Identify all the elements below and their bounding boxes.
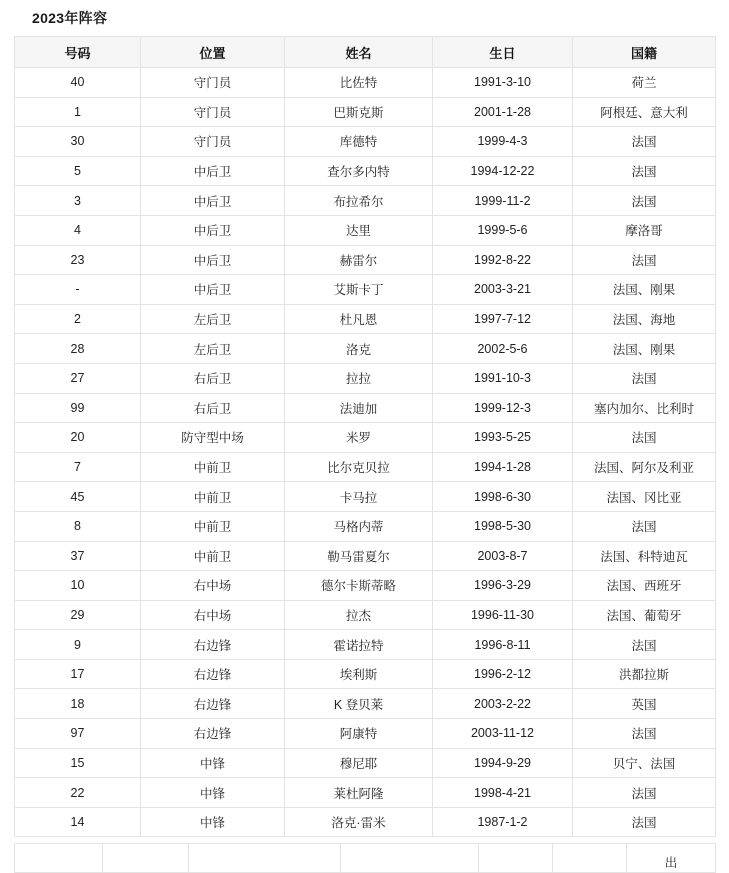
player-birthday: 1987-1-2 bbox=[433, 807, 573, 837]
player-number: 20 bbox=[15, 423, 141, 453]
table-row bbox=[15, 423, 716, 453]
table-row bbox=[15, 452, 716, 482]
player-birthday: 1998-6-30 bbox=[433, 482, 573, 512]
player-nationality: 摩洛哥 bbox=[573, 215, 716, 245]
player-birthday: 1991-10-3 bbox=[433, 363, 573, 393]
player-name: 查尔多内特 bbox=[285, 156, 433, 186]
table-row bbox=[15, 630, 716, 660]
player-birthday: 1996-8-11 bbox=[433, 630, 573, 660]
player-nationality: 法国 bbox=[573, 807, 716, 837]
player-nationality: 法国 bbox=[573, 630, 716, 660]
player-birthday: 2002-5-6 bbox=[433, 334, 573, 364]
bottom-strip-cell bbox=[189, 844, 341, 873]
player-birthday: 1994-1-28 bbox=[433, 452, 573, 482]
player-position: 中前卫 bbox=[141, 452, 285, 482]
player-name: 比尔克贝拉 bbox=[285, 452, 433, 482]
player-birthday: 2001-1-28 bbox=[433, 97, 573, 127]
player-name: 洛克 bbox=[285, 334, 433, 364]
player-number: 45 bbox=[15, 482, 141, 512]
column-header-position: 位置 bbox=[141, 37, 285, 68]
player-name: 阿康特 bbox=[285, 719, 433, 749]
table-row bbox=[15, 215, 716, 245]
player-number: 1 bbox=[15, 97, 141, 127]
player-nationality: 法国 bbox=[573, 127, 716, 157]
column-header-number: 号码 bbox=[15, 37, 141, 68]
table-row bbox=[15, 186, 716, 216]
player-position: 中后卫 bbox=[141, 215, 285, 245]
table-row bbox=[15, 600, 716, 630]
player-number: 10 bbox=[15, 571, 141, 601]
table-row bbox=[15, 719, 716, 749]
player-position: 右边锋 bbox=[141, 689, 285, 719]
table-row bbox=[15, 393, 716, 423]
player-birthday: 1997-7-12 bbox=[433, 304, 573, 334]
player-nationality: 贝宁、法国 bbox=[573, 748, 716, 778]
player-name: 卡马拉 bbox=[285, 482, 433, 512]
player-number: 99 bbox=[15, 393, 141, 423]
bottom-strip-cell bbox=[553, 844, 627, 873]
table-row bbox=[15, 275, 716, 305]
table-row bbox=[15, 571, 716, 601]
player-name: 马格内蒂 bbox=[285, 511, 433, 541]
player-nationality: 法国、刚果 bbox=[573, 275, 716, 305]
player-birthday: 1999-12-3 bbox=[433, 393, 573, 423]
player-number: 8 bbox=[15, 511, 141, 541]
player-number: 5 bbox=[15, 156, 141, 186]
player-name: 达里 bbox=[285, 215, 433, 245]
player-number: 17 bbox=[15, 659, 141, 689]
player-nationality: 法国、冈比亚 bbox=[573, 482, 716, 512]
player-position: 右边锋 bbox=[141, 719, 285, 749]
player-name: 库德特 bbox=[285, 127, 433, 157]
player-position: 中前卫 bbox=[141, 511, 285, 541]
player-nationality: 法国 bbox=[573, 186, 716, 216]
player-name: 德尔卡斯蒂略 bbox=[285, 571, 433, 601]
player-position: 防守型中场 bbox=[141, 423, 285, 453]
player-position: 中前卫 bbox=[141, 541, 285, 571]
player-name: 法迪加 bbox=[285, 393, 433, 423]
player-name: 拉拉 bbox=[285, 363, 433, 393]
player-position: 中后卫 bbox=[141, 186, 285, 216]
table-row bbox=[15, 482, 716, 512]
player-birthday: 1998-4-21 bbox=[433, 778, 573, 808]
player-birthday: 1998-5-30 bbox=[433, 511, 573, 541]
table-row bbox=[15, 245, 716, 275]
player-number: 28 bbox=[15, 334, 141, 364]
player-name: 勒马雷夏尔 bbox=[285, 541, 433, 571]
player-birthday: 1999-11-2 bbox=[433, 186, 573, 216]
player-name: K 登贝莱 bbox=[285, 689, 433, 719]
bottom-strip-cell-out: 出 bbox=[627, 844, 716, 873]
table-row bbox=[15, 127, 716, 157]
player-name: 洛克·雷米 bbox=[285, 807, 433, 837]
column-header-nationality: 国籍 bbox=[573, 37, 716, 68]
player-name: 艾斯卡丁 bbox=[285, 275, 433, 305]
player-nationality: 法国、阿尔及利亚 bbox=[573, 452, 716, 482]
player-birthday: 1999-5-6 bbox=[433, 215, 573, 245]
table-row bbox=[15, 511, 716, 541]
player-nationality: 法国、科特迪瓦 bbox=[573, 541, 716, 571]
player-nationality: 法国 bbox=[573, 156, 716, 186]
player-name: 拉杰 bbox=[285, 600, 433, 630]
player-number: 4 bbox=[15, 215, 141, 245]
player-position: 中后卫 bbox=[141, 275, 285, 305]
player-name: 莱杜阿隆 bbox=[285, 778, 433, 808]
table-row bbox=[15, 363, 716, 393]
player-name: 穆尼耶 bbox=[285, 748, 433, 778]
player-number: 14 bbox=[15, 807, 141, 837]
player-number: 2 bbox=[15, 304, 141, 334]
table-row bbox=[15, 334, 716, 364]
player-nationality: 法国 bbox=[573, 363, 716, 393]
bottom-strip-cell bbox=[479, 844, 553, 873]
column-header-birthday: 生日 bbox=[433, 37, 573, 68]
bottom-strip bbox=[14, 843, 715, 873]
page-title: 2023年阵容 bbox=[32, 10, 108, 26]
player-number: 18 bbox=[15, 689, 141, 719]
player-position: 守门员 bbox=[141, 97, 285, 127]
player-position: 中后卫 bbox=[141, 245, 285, 275]
player-position: 中后卫 bbox=[141, 156, 285, 186]
bottom-strip-cell bbox=[341, 844, 479, 873]
player-position: 右中场 bbox=[141, 600, 285, 630]
player-position: 右边锋 bbox=[141, 630, 285, 660]
player-number: - bbox=[15, 275, 141, 305]
player-birthday: 2003-8-7 bbox=[433, 541, 573, 571]
player-position: 右边锋 bbox=[141, 659, 285, 689]
player-birthday: 1996-11-30 bbox=[433, 600, 573, 630]
player-nationality: 法国 bbox=[573, 719, 716, 749]
player-position: 左后卫 bbox=[141, 304, 285, 334]
player-birthday: 1999-4-3 bbox=[433, 127, 573, 157]
table-row bbox=[15, 778, 716, 808]
player-number: 40 bbox=[15, 68, 141, 98]
player-number: 37 bbox=[15, 541, 141, 571]
table-row bbox=[15, 541, 716, 571]
player-number: 30 bbox=[15, 127, 141, 157]
player-name: 布拉希尔 bbox=[285, 186, 433, 216]
player-position: 左后卫 bbox=[141, 334, 285, 364]
table-row bbox=[15, 807, 716, 837]
player-nationality: 法国、刚果 bbox=[573, 334, 716, 364]
player-position: 中锋 bbox=[141, 807, 285, 837]
player-position: 中前卫 bbox=[141, 482, 285, 512]
table-row bbox=[15, 689, 716, 719]
player-number: 23 bbox=[15, 245, 141, 275]
player-birthday: 1993-5-25 bbox=[433, 423, 573, 453]
player-name: 比佐特 bbox=[285, 68, 433, 98]
player-name: 霍诺拉特 bbox=[285, 630, 433, 660]
player-position: 右中场 bbox=[141, 571, 285, 601]
player-birthday: 1996-3-29 bbox=[433, 571, 573, 601]
player-birthday: 2003-11-12 bbox=[433, 719, 573, 749]
player-position: 中锋 bbox=[141, 778, 285, 808]
table-row bbox=[15, 659, 716, 689]
player-nationality: 法国 bbox=[573, 423, 716, 453]
bottom-strip-table bbox=[14, 843, 716, 873]
player-position: 守门员 bbox=[141, 127, 285, 157]
player-nationality: 法国 bbox=[573, 245, 716, 275]
player-number: 97 bbox=[15, 719, 141, 749]
player-name: 埃利斯 bbox=[285, 659, 433, 689]
player-nationality: 英国 bbox=[573, 689, 716, 719]
table-row bbox=[15, 97, 716, 127]
player-number: 9 bbox=[15, 630, 141, 660]
player-nationality: 荷兰 bbox=[573, 68, 716, 98]
player-nationality: 法国、葡萄牙 bbox=[573, 600, 716, 630]
table-row bbox=[15, 68, 716, 98]
player-number: 29 bbox=[15, 600, 141, 630]
player-birthday: 1991-3-10 bbox=[433, 68, 573, 98]
player-number: 22 bbox=[15, 778, 141, 808]
player-nationality: 法国、西班牙 bbox=[573, 571, 716, 601]
bottom-strip-cell bbox=[103, 844, 189, 873]
player-nationality: 法国 bbox=[573, 511, 716, 541]
player-birthday: 2003-3-21 bbox=[433, 275, 573, 305]
player-nationality: 法国 bbox=[573, 778, 716, 808]
player-birthday: 1994-12-22 bbox=[433, 156, 573, 186]
bottom-strip-row bbox=[15, 844, 716, 873]
player-number: 15 bbox=[15, 748, 141, 778]
table-row bbox=[15, 304, 716, 334]
player-name: 米罗 bbox=[285, 423, 433, 453]
player-nationality: 法国、海地 bbox=[573, 304, 716, 334]
table-row bbox=[15, 748, 716, 778]
player-nationality: 阿根廷、意大利 bbox=[573, 97, 716, 127]
player-position: 中锋 bbox=[141, 748, 285, 778]
player-number: 7 bbox=[15, 452, 141, 482]
player-name: 巴斯克斯 bbox=[285, 97, 433, 127]
player-position: 守门员 bbox=[141, 68, 285, 98]
player-birthday: 1994-9-29 bbox=[433, 748, 573, 778]
player-birthday: 1992-8-22 bbox=[433, 245, 573, 275]
player-name: 杜凡恩 bbox=[285, 304, 433, 334]
player-birthday: 1996-2-12 bbox=[433, 659, 573, 689]
squad-table bbox=[14, 36, 716, 837]
player-nationality: 塞内加尔、比利时 bbox=[573, 393, 716, 423]
player-birthday: 2003-2-22 bbox=[433, 689, 573, 719]
player-number: 3 bbox=[15, 186, 141, 216]
player-position: 右后卫 bbox=[141, 363, 285, 393]
bottom-strip-cell bbox=[15, 844, 103, 873]
player-nationality: 洪都拉斯 bbox=[573, 659, 716, 689]
table-header-row bbox=[15, 37, 716, 68]
column-header-name: 姓名 bbox=[285, 37, 433, 68]
player-number: 27 bbox=[15, 363, 141, 393]
player-position: 右后卫 bbox=[141, 393, 285, 423]
player-name: 赫雷尔 bbox=[285, 245, 433, 275]
table-row bbox=[15, 156, 716, 186]
